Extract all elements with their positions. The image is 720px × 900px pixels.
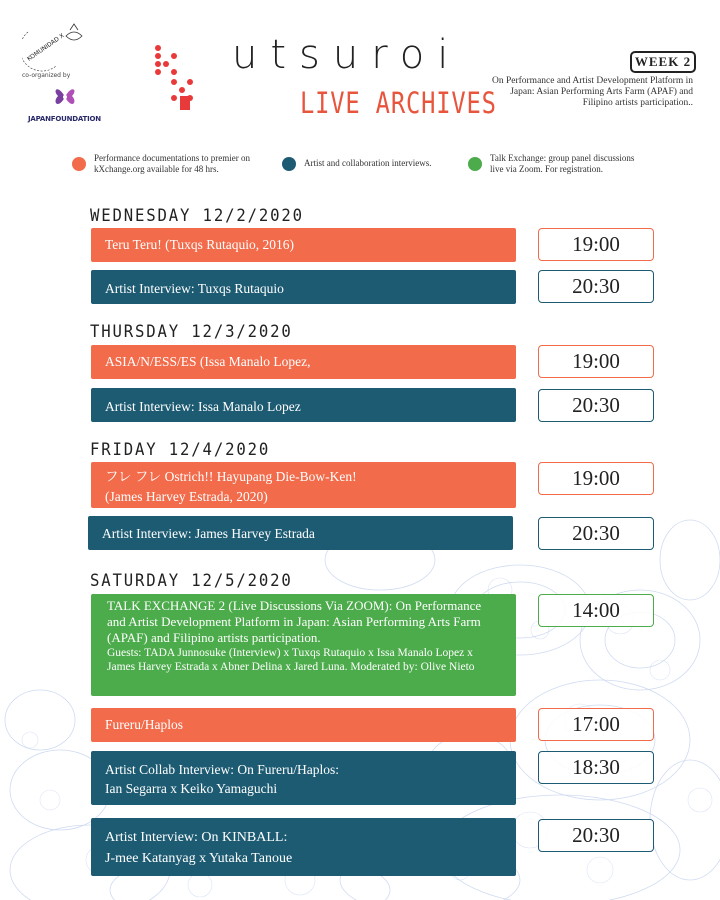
day-heading: WEDNESDAY 12/2/2020: [90, 206, 304, 226]
kxchange-logo: [152, 42, 194, 112]
event-title: Artist Interview: James Harvey Estrada: [102, 526, 315, 541]
legend-performance: Performance documentations to premier on kXchange.org available for 48 hrs.: [94, 153, 250, 174]
event-time: 19:00: [538, 345, 654, 378]
event-title-line2: Ian Segarra x Keiko Yamaguchi: [105, 781, 278, 796]
event-time: 14:00: [538, 594, 654, 627]
event-time: 17:00: [538, 708, 654, 741]
event-bar[interactable]: [91, 751, 516, 805]
event-title: Fureru/Haplos: [105, 717, 183, 732]
event-title-line2: (James Harvey Estrada, 2020): [105, 489, 268, 504]
event-title-line2: J-mee Katanyag x Yutaka Tanoue: [105, 851, 293, 866]
week-description: On Performance and Artist Development Platform in Japan: Asian Performing Arts Farm (APAF) and Filipino artists participation..: [491, 76, 693, 108]
event-title: Artist Collab Interview: On Fureru/Haplos:: [105, 762, 339, 777]
event-time: 18:30: [538, 751, 654, 784]
komunidad-x-logo: [22, 22, 86, 76]
event-title: Artist Interview: On KINBALL:: [105, 830, 288, 845]
event-bar[interactable]: [91, 270, 516, 304]
event-time: 20:30: [538, 517, 654, 550]
event-detail: Guests: TADA Junnosuke (Interview) x Tuxqs Rutaquio x Issa Manalo Lopez x James Harvey Estrada x Abner Delina x Jared Luna. Moderated by: Olive Nieto: [107, 647, 475, 673]
event-bar-talk-exchange[interactable]: [91, 594, 516, 696]
event-bar[interactable]: [88, 516, 513, 550]
event-time: 19:00: [538, 462, 654, 495]
co-organized-label: co-organized by: [22, 72, 71, 79]
event-title: Teru Teru! (Tuxqs Rutaquio, 2016): [105, 237, 294, 252]
day-heading: THURSDAY 12/3/2020: [90, 322, 293, 342]
event-title: ASIA/N/ESS/ES (Issa Manalo Lopez,: [105, 354, 311, 369]
legend-dot-performance: [72, 157, 86, 171]
event-title: フレ フレ Ostrich!! Hayupang Die-Bow-Ken!: [105, 469, 357, 484]
event-title: TALK EXCHANGE 2 (Live Discussions Via ZOOM): On Performance and Artist Development Platform in Japan: Asian Performing Arts Farm (APAF) and Filipino artists participation.: [107, 598, 482, 645]
day-heading: FRIDAY 12/4/2020: [90, 440, 271, 460]
legend-talk-exchange: Talk Exchange: group panel discussions live via Zoom. For registration.: [490, 153, 635, 174]
event-bar[interactable]: [91, 818, 516, 876]
event-time: 20:30: [538, 389, 654, 422]
live-archives-subtitle: LIVE ARCHIVES: [300, 86, 497, 120]
event-title: Artist Interview: Tuxqs Rutaquio: [105, 281, 284, 296]
event-time: 19:00: [538, 228, 654, 261]
event-bar[interactable]: [91, 345, 516, 379]
day-heading: SATURDAY 12/5/2020: [90, 571, 293, 591]
japan-foundation-text: JAPANFOUNDATION: [28, 115, 101, 123]
legend-dot-interviews: [282, 157, 296, 171]
japan-foundation-logo: [50, 82, 80, 112]
event-time: 20:30: [538, 270, 654, 303]
event-bar[interactable]: [91, 462, 516, 508]
event-bar[interactable]: [91, 228, 516, 262]
legend-interviews: Artist and collaboration interviews.: [304, 158, 432, 168]
event-bar[interactable]: [91, 388, 516, 422]
event-bar[interactable]: [91, 708, 516, 742]
legend-dot-talk-exchange: [468, 157, 482, 171]
event-time: 20:30: [538, 819, 654, 852]
utsuroi-title: utsuroi: [232, 32, 462, 78]
svg-text:KOMUNIDAD X: KOMUNIDAD X: [26, 32, 66, 63]
week-badge: WEEK 2: [630, 51, 696, 73]
event-title: Artist Interview: Issa Manalo Lopez: [105, 399, 301, 414]
